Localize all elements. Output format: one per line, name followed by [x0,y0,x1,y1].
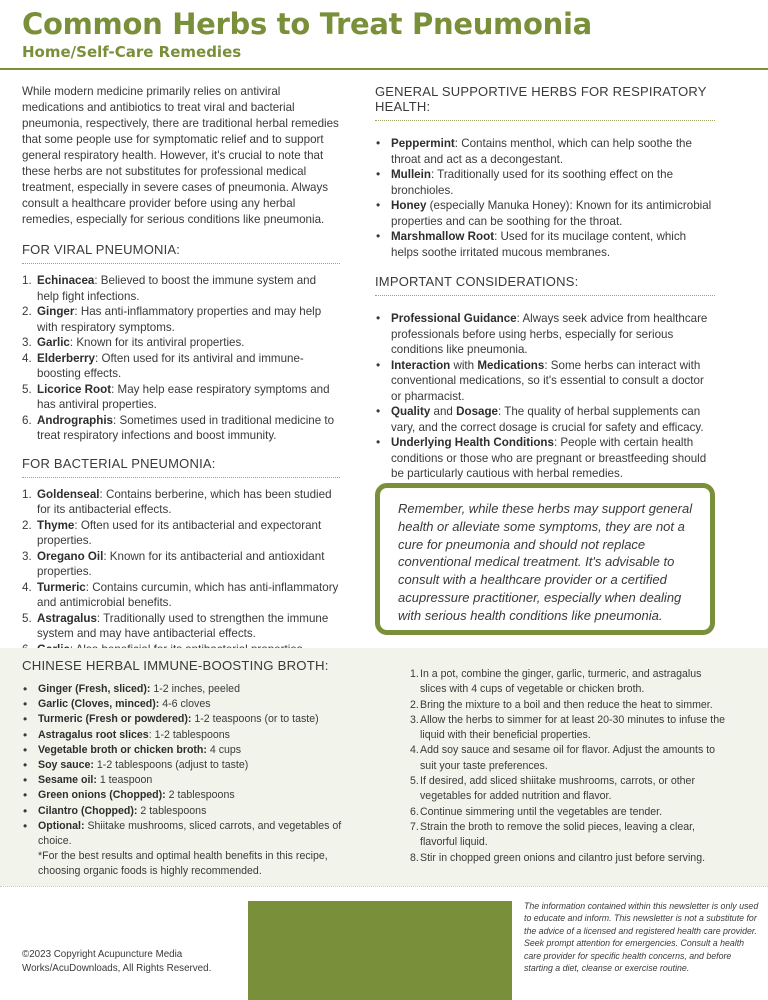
viral-heading: FOR VIRAL PNEUMONIA: [22,242,340,264]
general-list [375,136,715,260]
list-item: • Cilantro (Chopped): 2 tablespoons [22,804,362,819]
reminder-callout [375,483,715,635]
list-item: 5. Astragalus: Traditionally used to strengthen the immune system and may have antibacterial effects. [22,611,329,640]
footer-divider [0,886,768,887]
bacterial-heading: FOR BACTERIAL PNEUMONIA: [22,456,340,478]
viral-list [22,273,340,444]
list-item: • Honey (especially Manuka Honey): Known for its antimicrobial properties and can be soothing for the throat. [375,198,715,229]
list-item: 1. Goldenseal: Contains berberine, which has been studied for its antibacterial effects. [22,487,332,516]
page-subtitle: Home/Self-Care Remedies [22,43,242,61]
list-item: 8. Stir in chopped green onions and cilantro just before serving. [410,851,706,864]
page-title: Common Herbs to Treat Pneumonia [22,7,592,41]
list-item: • Vegetable broth or chicken broth: 4 cups [22,743,362,758]
list-item: • Soy sauce: 1-2 tablespoons (adjust to taste) [22,758,362,773]
broth-steps [410,667,730,866]
right-column [375,84,715,482]
header-divider [0,68,768,70]
list-item: 3. Garlic: Known for its antiviral properties. [22,336,245,349]
considerations-heading: IMPORTANT CONSIDERATIONS: [375,274,715,296]
list-item: 4. Add soy sauce and sesame oil for flavor. Adjust the amounts to suit your taste preferences. [410,744,716,772]
list-item: 4. Elderberry: Often used for its antiviral and immune-boosting effects. [22,351,304,380]
list-item: 3. Allow the herbs to simmer for at least 20-30 minutes to infuse the liquid with their beneficial properties. [410,713,726,742]
list-item: • Mullein: Traditionally used for its soothing effect on the bronchioles. [375,167,715,198]
ingredients-list [22,682,362,849]
intro-paragraph: While modern medicine primarily relies on antiviral medications and antibiotics to treat viral and bacterial pneumonia, respectively, there are traditional herbal remedies that some people use for symptomatic relief and to support general respiratory health. However, it's crucial to note that these herbs are not substitutes for professional medical treatment, especially in severe cases of pneumonia. Always consult a healthcare provider before using any herbal remedies, especially for serious conditions like pneumonia. [22,85,339,226]
organic-note: *For the best results and optimal health benefits in this recipe, choosing organic foods is highly recommended. [38,850,328,878]
list-item: • Marshmallow Root: Used for its mucilage content, which helps soothe irritated mucous membranes. [375,229,715,260]
list-item: 3. Oregano Oil: Known for its antibacterial and antioxidant properties. [22,549,325,578]
list-item: • Green onions (Chopped): 2 tablespoons [22,788,362,803]
list-item: • Garlic (Cloves, minced): 4-6 cloves [22,697,362,712]
list-item: 7. Strain the broth to remove the solid pieces, leaving a clear, flavorful liquid. [410,820,696,849]
list-item: 2. Thyme: Often used for its antibacterial and expectorant properties. [22,518,322,547]
footer-logo-block [248,901,512,1000]
viral-section [22,242,340,444]
list-item: • Quality and Dosage: The quality of herbal supplements can vary, and the correct dosage is crucial for safety and efficacy. [375,404,715,435]
list-item: 1. Echinacea: Believed to boost the immune system and help fight infections. [22,274,317,303]
list-item: 5. Licorice Root: May help ease respiratory symptoms and has antiviral properties. [22,382,330,411]
copyright-text: ©2023 Copyright Acupuncture Media Works/AcuDownloads, All Rights Reserved. [22,949,212,974]
bacterial-section [22,456,340,658]
list-item: • Interaction with Medications: Some herbs can interact with conventional medications, so it's essential to consult a doctor or pharmacist. [375,358,715,405]
callout-text: Remember, while these herbs may support general health or alleviate some symptoms, they are not a cure for pneumonia and should not replace conventional medical treatment. It's advisable to consult with a healthcare provider or a certified acupressure practitioner, especially when dealing with serious health conditions like pneumonia. [398,501,693,623]
list-item: 2. Bring the mixture to a boil and then reduce the heat to simmer. [410,698,713,711]
list-item: • Ginger (Fresh, sliced): 1-2 inches, peeled [22,682,362,697]
list-item: 5. If desired, add sliced shiitake mushrooms, carrots, or other vegetables for added nutrition and flavor. [410,775,695,803]
page-header [22,6,768,62]
list-item: 1. In a pot, combine the ginger, garlic, turmeric, and astragalus slices with 4 cups of vegetable or chicken broth. [410,668,702,696]
considerations-list [375,311,715,482]
general-heading: GENERAL SUPPORTIVE HERBS FOR RESPIRATORY HEALTH: [375,84,715,121]
bacterial-list [22,487,340,658]
list-item: • Peppermint: Contains menthol, which can help soothe the throat and act as a decongestant. [375,136,715,167]
list-item: • Turmeric (Fresh or powdered): 1-2 teaspoons (or to taste) [22,712,362,727]
broth-ingredients [22,658,362,880]
considerations-section [375,274,715,482]
disclaimer-text: The information contained within this newsletter is only used to educate and inform. This newsletter is not a substitute for the advice of a licensed and registered health care provider. Seek prompt attention for emergencies. Consult a health care provider for specific health concerns, and before starting a diet, cleanse or exercise routine. [524,901,759,974]
steps-list [410,667,730,866]
list-item: • Astragalus root slices: 1-2 tablespoons [22,728,362,743]
list-item: • Underlying Health Conditions: People with certain health conditions or those who are pregnant or breastfeeding should be particularly cautious with herbal remedies. [375,435,715,482]
list-item: • Professional Guidance: Always seek advice from healthcare professionals before using herbs, especially for serious conditions like pneumonia. [375,311,715,358]
list-item: 2. Ginger: Has anti-inflammatory properties and may help with respiratory symptoms. [22,305,322,334]
list-item: • Optional: Shiitake mushrooms, sliced carrots, and vegetables of choice. [22,819,362,849]
list-item: 6. Andrographis: Sometimes used in traditional medicine to treat respiratory infections and boost immunity. [22,413,335,442]
list-item: 6. Continue simmering until the vegetables are tender. [410,805,663,818]
broth-heading: CHINESE HERBAL IMMUNE-BOOSTING BROTH: [22,658,329,673]
list-item: 4. Turmeric: Contains curcumin, which has anti-inflammatory and antimicrobial benefits. [22,580,339,609]
list-item: • Sesame oil: 1 teaspoon [22,773,362,788]
left-column [22,84,340,657]
general-section [375,84,715,260]
